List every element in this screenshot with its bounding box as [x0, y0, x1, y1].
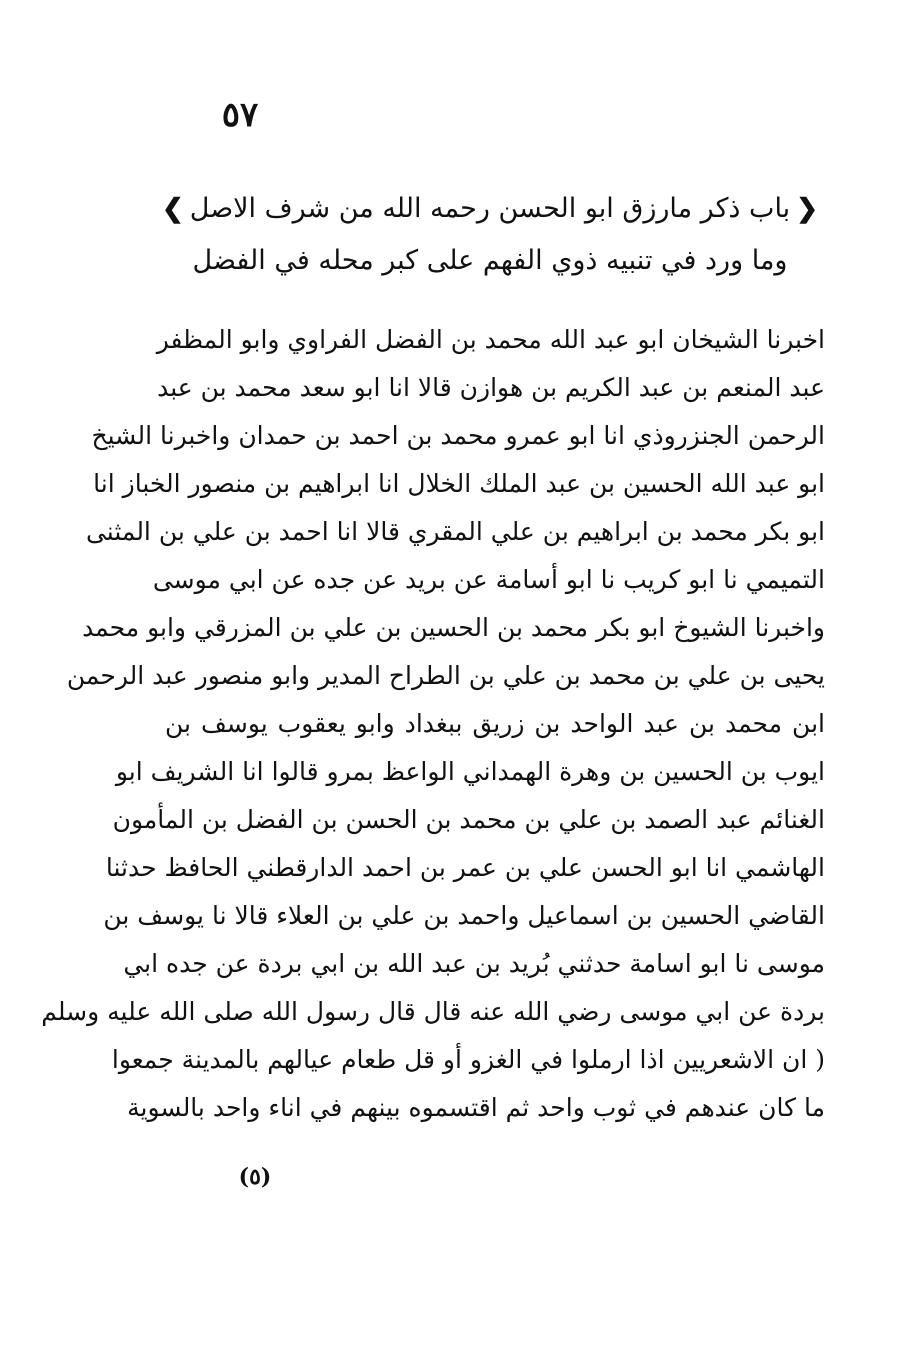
text-line-12: الهاشمي انا ابو الحسن علي بن عمر بن احمد الدارقطني الحافظ حدثنا	[105, 853, 825, 882]
text-line-14: موسى نا ابو اسامة حدثني بُريد بن عبد الله بن ابي بردة عن جده ابي	[123, 949, 825, 978]
text-line-2: عبد المنعم بن عبد الكريم بن هوازن قالا انا ابو سعد محمد بن عبد	[157, 373, 825, 402]
text-line-7: واخبرنا الشيوخ ابو بكر محمد بن الحسين بن علي بن المزرقي وابو محمد	[82, 613, 825, 642]
text-line-6: التميمي نا ابو كريب نا ابو أسامة عن بريد عن جده عن ابي موسى	[152, 565, 825, 594]
text-line-8: يحيى بن علي بن محمد بن علي بن الطراح المدير وابو منصور عبد الرحمن	[66, 661, 825, 690]
text-line-11: الغنائم عبد الصمد بن علي بن محمد بن الحسن بن الفضل بن المأمون	[112, 805, 825, 834]
ornament-right-icon: ❮	[796, 194, 818, 224]
signature-mark: (٥)	[238, 1164, 272, 1190]
chapter-heading-line-1	[150, 183, 830, 235]
body-text	[41, 316, 825, 1132]
text-line-3: الرحمن الجنزروذي انا ابو عمرو محمد بن احمد بن حمدان واخبرنا الشيخ	[91, 421, 825, 450]
text-line-9: ابن محمد بن عبد الواحد بن زريق ببغداد وابو يعقوب يوسف بن	[165, 709, 825, 738]
text-line-5: ابو بكر محمد بن ابراهيم بن علي المقري قالا انا احمد بن علي بن المثنى	[85, 517, 825, 546]
text-line-4: ابو عبد الله الحسين بن عبد الملك الخلال انا ابراهيم بن منصور الخباز انا	[93, 469, 825, 498]
text-line-10: ايوب بن الحسين بن وهرة الهمداني الواعظ بمرو قالوا انا الشريف ابو	[115, 757, 825, 786]
chapter-heading-text-1: باب ذكر مارزق ابو الحسن رحمه الله من شرف الاصل	[189, 193, 791, 224]
text-line-17: ما كان عندهم في ثوب واحد ثم اقتسموه بينهم في اناء واحد بالسوية	[127, 1093, 825, 1122]
page-number: ٥٧	[221, 95, 259, 135]
chapter-heading	[150, 183, 830, 287]
text-line-13: القاضي الحسين بن اسماعيل واحمد بن علي بن العلاء قالا نا يوسف بن	[103, 901, 825, 930]
chapter-heading-line-2: وما ورد في تنبيه ذوي الفهم على كبر محله في الفضل	[192, 245, 788, 276]
text-line-1: اخبرنا الشيخان ابو عبد الله محمد بن الفضل الفراوي وابو المظفر	[156, 325, 825, 354]
text-line-15: بردة عن ابي موسى رضي الله عنه قال قال رسول الله صلى الله عليه وسلم	[41, 997, 825, 1026]
text-line-16: ( ان الاشعريين اذا ارملوا في الغزو أو قل طعام عيالهم بالمدينة جمعوا	[111, 1045, 825, 1074]
ornament-left-icon: ❯	[161, 194, 184, 224]
